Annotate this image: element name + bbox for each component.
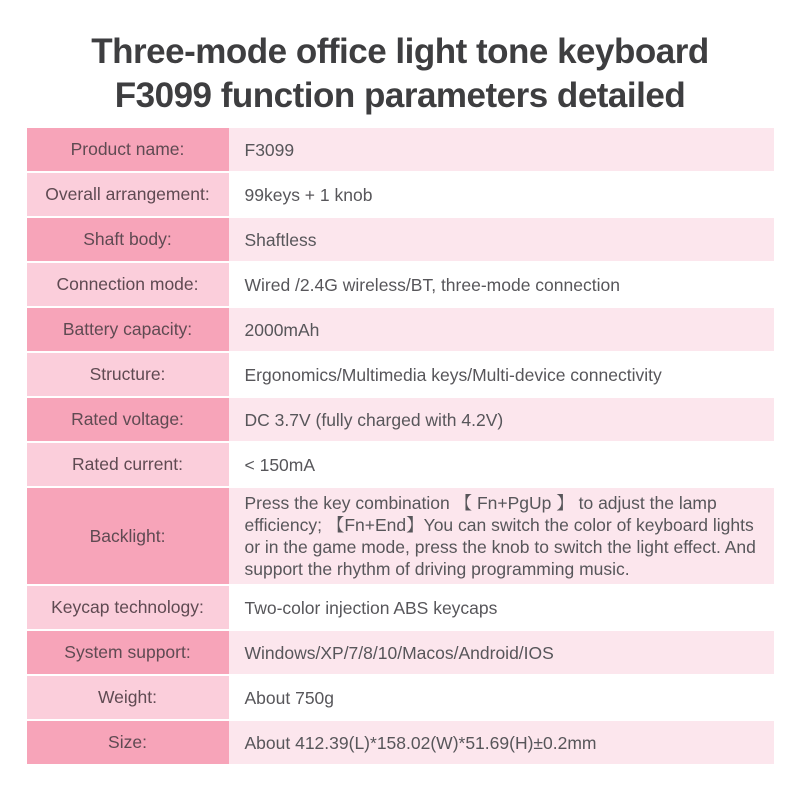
table-row (27, 353, 774, 396)
table-row (27, 721, 774, 764)
row-value: 99keys + 1 knob (229, 173, 774, 216)
row-value: Shaftless (229, 218, 774, 261)
row-value: Two-color injection ABS keycaps (229, 586, 774, 629)
row-label: Shaft body: (27, 218, 229, 261)
row-label: Structure: (27, 353, 229, 396)
table-row (27, 263, 774, 306)
row-label: Rated current: (27, 443, 229, 486)
table-row (27, 218, 774, 261)
table-row (27, 676, 774, 719)
page-title (0, 0, 800, 118)
page-title-line2: F3099 function parameters detailed (114, 76, 686, 115)
row-value: < 150mA (229, 443, 774, 486)
row-label: Connection mode: (27, 263, 229, 306)
spec-table (27, 126, 774, 766)
table-row (27, 443, 774, 486)
row-label: Overall arrangement: (27, 173, 229, 216)
table-row (27, 128, 774, 171)
row-value: About 412.39(L)*158.02(W)*51.69(H)±0.2mm (229, 721, 774, 764)
row-label: Size: (27, 721, 229, 764)
row-value: Ergonomics/Multimedia keys/Multi-device connectivity (229, 353, 774, 396)
table-row (27, 586, 774, 629)
row-value: Wired /2.4G wireless/BT, three-mode connection (229, 263, 774, 306)
row-label: Rated voltage: (27, 398, 229, 441)
row-label: Weight: (27, 676, 229, 719)
row-value: About 750g (229, 676, 774, 719)
row-value: 2000mAh (229, 308, 774, 351)
page-title-line1: Three-mode office light tone keyboard (91, 32, 709, 71)
table-row (27, 308, 774, 351)
row-label: Keycap technology: (27, 586, 229, 629)
row-label: Product name: (27, 128, 229, 171)
table-row (27, 398, 774, 441)
row-value: F3099 (229, 128, 774, 171)
row-label: Backlight: (27, 488, 229, 584)
row-value: Press the key combination 【 Fn+PgUp 】 to adjust the lamp efficiency; 【Fn+End】You can switch the color of keyboard lights or in the game mode, press the knob to switch the light effect. And support the rhythm of driving programming music. (229, 488, 774, 584)
table-row-backlight (27, 488, 774, 584)
table-row (27, 173, 774, 216)
row-value: Windows/XP/7/8/10/Macos/Android/IOS (229, 631, 774, 674)
row-value: DC 3.7V (fully charged with 4.2V) (229, 398, 774, 441)
table-row (27, 631, 774, 674)
row-label: Battery capacity: (27, 308, 229, 351)
row-label: System support: (27, 631, 229, 674)
